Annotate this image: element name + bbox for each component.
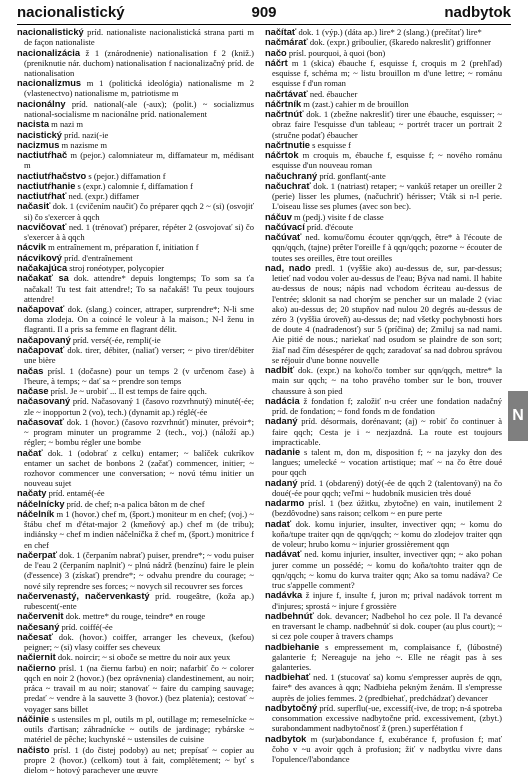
entry-headword: náčrtok bbox=[265, 150, 299, 161]
entry-definition: dok. devancer; Nadbehol ho cez pole. Il l'a devancé en traversant le champ. nadbehnúť si dok. couper (au plus court); ~ si cez pole couper à travers champs bbox=[272, 610, 502, 642]
entry-headword: náčuv bbox=[265, 211, 292, 222]
dictionary-entry bbox=[265, 672, 502, 703]
dictionary-entry bbox=[17, 448, 254, 489]
dictionary-entry bbox=[17, 335, 254, 345]
dictionary-entry bbox=[17, 345, 254, 365]
entry-definition: ž injure f, insulte f, juron m; prival nadávok torrent m d'injures; sprostá ~ injure f grossière bbox=[272, 590, 502, 611]
dictionary-entry bbox=[17, 201, 254, 221]
entry-headword: nad, nado bbox=[265, 262, 311, 273]
entry-definition: príd. gonflant(-ante bbox=[317, 170, 386, 181]
entry-headword: načasiť bbox=[17, 201, 51, 212]
page-number: 909 bbox=[251, 4, 277, 21]
dictionary-entry bbox=[17, 499, 254, 509]
entry-headword: načúvať bbox=[265, 232, 302, 243]
entry-headword: nacionalizácia bbox=[17, 47, 81, 58]
entry-definition: s empressement m, complaisance f, (lúbostné) galanterie f; Nereaguje na jeho ~. Elle ne réagit pas à ses galanteries. bbox=[272, 641, 502, 672]
entry-headword: náčelnícky bbox=[17, 498, 65, 509]
entry-definition: s ustensiles m pl, outils m pl, outillage m; remeselnícke ~ outils d'artisan; záhradnícke ~ outils de jardinage; rybárske ~ matériel de pêche; kuchynské ~ ustensiles de cuisine bbox=[24, 713, 254, 745]
entry-definition: príd. nazi(-ie bbox=[61, 129, 109, 140]
entry-headword: načakať sa bbox=[17, 273, 69, 284]
dictionary-entry bbox=[265, 519, 502, 550]
entry-definition: príd. superflu(-ue, excessif(-ive, de trop; n-á spotreba consommation excessive nadbytočne príd. excessivement, (zbyt.) surabondamment nadbytočnosť ž (pren.) superfétation f bbox=[272, 702, 502, 734]
entry-headword: načo bbox=[265, 47, 287, 58]
entry-definition: m (pedj.) visite f de classe bbox=[291, 211, 384, 222]
entry-definition: príd. d'écoute bbox=[304, 221, 354, 232]
entry-definition: predl. 1 (vyššie ako) au-dessus de, sur, par-dessus; letieť nad vodou voler au-dessus de l'eau; Býva nad nami. Il habite au-dessus de nous; nápis nad vchodom écriteau au-dessus de l'entrée; sklonit sa nad chorým se pencher sur un malade 2 (viac ako) au-dessus de; 20 stupňov nad nulou 20 degrés au-dessus de zéro 3 (vyššia úroveň) au-dessus de; nad všetky pochybnosti hors de doute 4 (nadradenosť) sur 5 (príčina) de; Zmiluj sa nad nami. Aie pitié de nous.; nariekať nad osudom se plaindre de son sort; žiaľ nad čím désespérer de qqch; zaradovať sa nad dobrou správou se réjouir d'une bonne nouvelle bbox=[272, 262, 502, 365]
entry-definition: m nazi m bbox=[49, 119, 83, 130]
dictionary-entry bbox=[265, 48, 502, 58]
entry-headword: načierno bbox=[17, 662, 56, 673]
entry-definition: m 1 (skica) ébauche f, esquisse f, croquis m 2 (prehľad) esquisse f, schéma m; ~ listu brouillon m d'une lettre; ~ románu esquisse f d'un roman bbox=[272, 57, 502, 89]
entry-definition: prísl. pourquoi, à quoi (bon) bbox=[286, 47, 386, 58]
entry-definition: dok. noircir; ~ si oboče se mettre du noir aux yeux bbox=[55, 652, 231, 663]
entry-definition: príd. versé(-ée, rempli(-ie bbox=[70, 334, 161, 345]
entry-headword: načapovať bbox=[17, 345, 65, 356]
dictionary-entry bbox=[17, 242, 254, 252]
dictionary-entry bbox=[17, 611, 254, 621]
entry-headword: načrtnúť bbox=[265, 109, 304, 120]
entry-definition: prísl. 1 (bez úžitku, zbytočne) en vain, inutilement 2 (bezdôvodne) sans raison; celkom ~ en pure perte bbox=[272, 498, 502, 519]
entry-headword: načesaný bbox=[17, 621, 60, 632]
entry-definition: príd. entamé(-ée bbox=[46, 488, 105, 499]
entry-definition: prísl. 1 (dočasne) pour un temps 2 (v určenom čase) à l'heure, à temps; ~ dať sa ~ prendre son temps bbox=[24, 365, 254, 386]
entry-headword: načervenit bbox=[17, 611, 64, 622]
entry-definition: dok. komu injurier, insulter, invectiver qqn; ~ komu do koňa/tupe traiter qqn de qqn/qqch; ~ komu do zlodejov traiter qqn de voleur; hrubo komu ~ injurier grossièrement qqn bbox=[272, 518, 502, 550]
dictionary-entry bbox=[17, 48, 254, 79]
dictionary-entry bbox=[265, 416, 502, 447]
entry-headword: nadbiehať bbox=[265, 672, 311, 683]
header-left-headword: nacionalistický bbox=[17, 4, 125, 21]
entry-headword: náčrtník bbox=[265, 98, 302, 109]
page-header bbox=[17, 4, 511, 25]
entry-headword: nactiutŕhačstvo bbox=[17, 170, 87, 181]
dictionary-entry bbox=[265, 222, 502, 232]
dictionary-entry bbox=[265, 703, 502, 734]
dictionary-entry bbox=[17, 130, 254, 140]
dictionary-entry bbox=[17, 386, 254, 396]
entry-headword: načesať bbox=[17, 631, 53, 642]
entry-definition: ned. komu injurier, insulter, invectiver qqn; ~ ako pohan jurer comme un possédé; ~ komu do koňa/tohto traiter qqn de qqn/qqch; ~ komu do kurva traiter qqn; Ako sa tomu nadáva? Ce truc s'appelle comment? bbox=[272, 549, 502, 591]
left-column bbox=[17, 27, 254, 775]
dictionary-entry bbox=[17, 171, 254, 181]
entry-definition: m (pejor.) calomniateur m, diffamateur m, médisant m bbox=[24, 150, 254, 171]
entry-definition: m 1 (politická ideológia) nationalisme m 2 (vlastenectvo) nationalisme m, patriotisme m bbox=[24, 78, 254, 99]
entry-headword: nactiutŕhať bbox=[17, 191, 67, 202]
dictionary-entry bbox=[265, 232, 502, 263]
dictionary-entry bbox=[17, 27, 254, 47]
entry-definition: ž 1 (znárodnenie) nationalisation f 2 (kniž.) (preniknutie nár. duchom) nationalisation f nacionalizačný príd. de nationalisation bbox=[24, 47, 254, 78]
entry-headword: načítať bbox=[265, 27, 297, 37]
entry-headword: nadbiehanie bbox=[265, 641, 320, 652]
entry-definition: s talent m, don m, disposition f; ~ na jazyky don des langues; umelecké ~ vocation artistique; mať ~ na čo être doué pour qqch bbox=[272, 447, 502, 478]
dictionary-entry bbox=[17, 417, 254, 448]
dictionary-entry bbox=[265, 181, 502, 212]
entry-definition: príd. de chef; n-a palica bâton m de chef bbox=[64, 498, 205, 509]
dictionary-entry bbox=[265, 37, 502, 47]
dictionary-entry bbox=[265, 478, 502, 498]
entry-definition: dok. 1 (hovor.) (časovo rozvrhnúť) minuter, prévoir*; ~ program minuter un programme 2 (tech., voj.) (náloží ap.) régler; ~ bombu régler une bombe bbox=[24, 416, 254, 448]
entry-definition: dok. (expr.) griboulier, (škaredo nakresliť) griffonner bbox=[307, 37, 491, 48]
entry-headword: nadbytok bbox=[265, 733, 307, 744]
dictionary-entry bbox=[17, 119, 254, 129]
entry-definition: príd. rougeâtre, (koža ap.) rubescent(-ente bbox=[24, 590, 254, 612]
entry-definition: ned. ébaucher bbox=[307, 88, 358, 99]
dictionary-entry bbox=[265, 263, 502, 365]
entry-definition: m (sur)abondance f, exubérance f, profusion f; mať čoho v ~u avoir qqch à profusion; žiť v nadbytku vivre dans l'opulence/l'abondance bbox=[272, 733, 502, 765]
dictionary-entry bbox=[17, 632, 254, 652]
right-column bbox=[265, 27, 502, 765]
dictionary-entry bbox=[265, 58, 502, 89]
dictionary-entry bbox=[17, 622, 254, 632]
dictionary-entry bbox=[17, 273, 254, 304]
entry-definition: príd. 1 (obdarený) dotý(-ée de qqch 2 (talentovaný) na čo doué(-ée pour qqch; veľmi ~ hudobník musicien très doué bbox=[272, 477, 502, 498]
entry-definition: dok. mettre* du rouge, teindre* en rouge bbox=[63, 611, 206, 622]
entry-definition: stroj ronéotyper, polycopier bbox=[67, 263, 165, 274]
dictionary-entry bbox=[265, 171, 502, 181]
entry-headword: nadávať bbox=[265, 549, 302, 560]
entry-headword: nacizmus bbox=[17, 139, 60, 150]
entry-definition: dok. 1 (cvičením naučiť) čo préparer qqch 2 ~ (si) (osvojiť si) čo s'exercer à qqch bbox=[24, 201, 254, 222]
entry-headword: nadať bbox=[265, 518, 292, 529]
entry-definition: ned. komu/čomu écouter qqn/qqch, être* à l'écoute de qqn/qqch, (tajne) prêter l'oreille f à qqn/qqch; pozorne ~ écouter de toutes ses oreilles, être tout oreilles bbox=[272, 232, 502, 263]
entry-definition: ned. 1 (trénovať) préparer, répéter 2 (osvojovať si) čo s'exercer à à qqch bbox=[24, 221, 254, 243]
entry-headword: nacionálny bbox=[17, 98, 66, 109]
entry-definition: dok. 1 (výp.) (dáta ap.) lire* 2 (slang.) (prečítať) lire* bbox=[296, 27, 482, 37]
entry-definition: dok. 1 (odobrať z celku) entamer; ~ balíček cukríkov entamer un sachet de bonbons 2 (začať) commencer, initier; ~ rozhovor commencer une conversation; ~ novú tému initier un nouveau sujet bbox=[24, 447, 254, 489]
dictionary-entry bbox=[17, 745, 254, 775]
entry-headword: nactiutŕhač bbox=[17, 150, 68, 161]
entry-definition: dok. (hovor.) coiffer, arranger les cheveux, (kefou) peigner; ~ (si) vlasy coiffer ses cheveux bbox=[24, 631, 254, 653]
entry-definition: dok. 1 (čerpaním nabrať) puiser, prendre*; ~ vodu puiser de l'eau 2 (čerpaním naplniť) ~ plnú nádrž (benzínu) faire le plein (d'essence) 3 (získať) prendre*; ~ odvahu prendre du courage; ~ nové sily reprendre ses forces; ~ novych sil recouvrer ses forces bbox=[24, 549, 254, 591]
entry-headword: načas bbox=[17, 365, 44, 376]
dictionary-entry bbox=[265, 549, 502, 590]
entry-definition: príd. national(-ale (-aux); (polit.) ~ socializmus national-socialisme m nacionálne príd. nationalement bbox=[24, 98, 254, 119]
entry-headword: nacistický bbox=[17, 129, 62, 140]
entry-definition: príd. Načasovaný 1 (časovo rozvrhnutý) minuté(-ée; zle ~ inopportun 2 (vo), tech.) (dynamit ap.) réglé(-ée bbox=[24, 396, 254, 417]
header-right-headword: nadbytok bbox=[444, 4, 511, 21]
entry-headword: nácvik bbox=[17, 242, 46, 253]
entry-definition: m (zast.) cahier m de brouillon bbox=[301, 98, 409, 109]
entry-headword: načrtávať bbox=[265, 88, 308, 99]
entry-headword: načúvací bbox=[265, 221, 305, 232]
dictionary-entry bbox=[265, 498, 502, 518]
entry-headword: nadaný bbox=[265, 477, 298, 488]
dictionary-entry bbox=[17, 652, 254, 662]
dictionary-entry bbox=[17, 396, 254, 416]
dictionary-entry bbox=[17, 191, 254, 201]
entry-headword: načasovaný bbox=[17, 396, 71, 407]
dictionary-entry bbox=[265, 447, 502, 478]
dictionary-entry bbox=[17, 222, 254, 242]
dictionary-entry bbox=[17, 263, 254, 273]
entry-definition: m 1 (hovor.) chef m, (šport.) moniteur m en chef; (voj.) ~ štábu chef m d'état-major 2 (kmeňový ap.) chef m (de tribu); indiánsky ~ chef m indien náčelníčka ž chef m, (šport.) monitrice f en chef bbox=[24, 509, 254, 550]
entry-headword: nacionalizmus bbox=[17, 78, 82, 89]
dictionary-entry bbox=[265, 140, 502, 150]
dictionary-entry bbox=[17, 663, 254, 714]
entry-headword: načmárať bbox=[265, 37, 308, 48]
entry-headword: načakajúca bbox=[17, 263, 68, 274]
entry-definition: m nazisme m bbox=[59, 139, 108, 150]
dictionary-entry bbox=[265, 150, 502, 170]
entry-definition: príd. nationaliste nacionalistická strana parti m de façon nationaliste bbox=[24, 27, 254, 48]
dictionary-entry bbox=[17, 591, 254, 611]
entry-definition: m entraînement m, préparation f, initiation f bbox=[45, 242, 199, 253]
entry-definition: prísl. Je ~ urobiť ... Il est temps de faire qqch. bbox=[48, 386, 207, 397]
entry-definition: ned. 1 (stucovať sa) komu s'empresser auprès de qqn, faire* des avances à qqn; Nadbieha pekným ženám. Il s'empresse auprès de jolies femmes. 2 (predbiehať, predchádzať) devancer bbox=[272, 672, 502, 703]
entry-definition: dok. (slang.) coincer, attraper, surprendre*; N-li sme doma zlodeja. On a coincé le voleur à la maison.; N-l ženu in flagranti. Il a pris sa femme en flagrant délit. bbox=[24, 304, 254, 335]
entry-headword: nacista bbox=[17, 119, 50, 130]
dictionary-entry bbox=[265, 396, 502, 416]
dictionary-entry bbox=[17, 714, 254, 745]
dictionary-entry bbox=[265, 109, 502, 140]
dictionary-entry bbox=[17, 550, 254, 591]
entry-definition: príd. d'entraînement bbox=[61, 252, 133, 263]
thumb-index-tab: N bbox=[508, 391, 528, 441]
entry-headword: nadaný bbox=[265, 416, 298, 427]
entry-headword: načisto bbox=[17, 744, 50, 755]
entry-headword: náčrt bbox=[265, 57, 288, 68]
dictionary-entry bbox=[17, 253, 254, 263]
dictionary-entry bbox=[265, 365, 502, 396]
entry-headword: náčinie bbox=[17, 713, 50, 724]
dictionary-entry bbox=[17, 150, 254, 170]
entry-headword: nadácia bbox=[265, 395, 300, 406]
dictionary-entry bbox=[17, 140, 254, 150]
dictionary-entry bbox=[265, 27, 502, 37]
entry-headword: načervenastý, načervenkastý bbox=[17, 590, 150, 601]
entry-headword: nacionalistický bbox=[17, 27, 84, 37]
dictionary-entry bbox=[17, 366, 254, 386]
entry-definition: dok. 1 (natriast) retaper; ~ vankúš retaper un oreiller 2 (perie) lisser les plumes, (načuchriť) hérisser; Vták si n-l perie. L'oiseau lisse ses plumes (avec son bec). bbox=[272, 180, 502, 212]
entry-headword: načase bbox=[17, 386, 49, 397]
dictionary-entry bbox=[17, 99, 254, 119]
dictionary-entry bbox=[17, 488, 254, 498]
entry-headword: načapovaný bbox=[17, 334, 71, 345]
entry-definition: m croquis m, ébauche f, esquisse f; ~ nového románu esquisse d'un nouveau roman bbox=[272, 150, 502, 171]
entry-headword: nácvikový bbox=[17, 252, 62, 263]
entry-definition: príd. coiffé(-ée bbox=[59, 621, 113, 632]
entry-definition: prísl. 1 (do čistej podoby) au net; prepísať ~ copier au propre 2 (hovor.) (celkom) tout à fait, complètement; ~ byť s dielom ~ hotový parachever une œuvre bbox=[24, 744, 254, 775]
dictionary-entry bbox=[17, 78, 254, 98]
entry-headword: načať bbox=[17, 447, 43, 458]
entry-headword: načiernit bbox=[17, 652, 56, 663]
entry-headword: nadávka bbox=[265, 590, 303, 601]
entry-definition: dok. attendre* depuis longtemps; To som sa ťa načakal! Tu test fait attendre!; To sa načakáš! Tu peux toujours attendre! bbox=[24, 273, 254, 304]
entry-headword: nacvičovať bbox=[17, 221, 67, 232]
entry-definition: dok. tirer, débiter, (naliať) verser; ~ pivo tirer/débiter une bière bbox=[24, 345, 254, 366]
entry-definition: s esquisse f bbox=[309, 139, 352, 150]
entry-headword: nadbiť bbox=[265, 365, 295, 376]
entry-definition: s (pejor.) diffamation f bbox=[86, 170, 166, 181]
dictionary-entry bbox=[265, 212, 502, 222]
entry-headword: načapovať bbox=[17, 304, 65, 315]
entry-definition: prísl. 1 (na čiernu farbu) en noir; nafarbiť čo ~ colorer qqch en noir 2 (hovor.) (bez oprávnenia) clandestinement, au noir; práca ~ travail m au noir; stanovať ~ faire du camping sauvage; predať ~ vendre à la sauvette 3 (hovor.) (bez platenia); cestovať ~ voyager sans billet bbox=[24, 662, 254, 714]
dictionary-entry bbox=[17, 304, 254, 335]
dictionary-entry bbox=[265, 642, 502, 673]
entry-definition: dok. 1 (zbežne nakresliť) tirer une ébauche, esquisser; ~ obraz faire l'esquisse d'un tableau; ~ portrét tracer un portrait 2 (stručne podať) ébaucher bbox=[272, 109, 502, 140]
entry-definition: ned. (expr.) diffamer bbox=[66, 191, 140, 202]
entry-definition: dok. (expr.) na koho/čo tomber sur qqn/qqch, mettre* la main sur qqch; ~ na toho pravého tomber sur le bon, trouver chaussure à son pied bbox=[272, 365, 502, 396]
entry-definition: s (expr.) calomnie f, diffamation f bbox=[75, 180, 193, 191]
dictionary-entry bbox=[265, 611, 502, 642]
entry-headword: nadbytočný bbox=[265, 702, 318, 713]
entry-headword: nactiutŕhanie bbox=[17, 180, 76, 191]
dictionary-entry bbox=[265, 99, 502, 109]
entry-headword: nadbehnúť bbox=[265, 610, 314, 621]
dictionary-entry bbox=[265, 89, 502, 99]
entry-headword: načuchraný bbox=[265, 170, 318, 181]
entry-headword: náčelník bbox=[17, 509, 55, 520]
dictionary-entry bbox=[17, 509, 254, 550]
entry-headword: nadarmo bbox=[265, 498, 305, 509]
entry-definition: príd. désormais, dorénavant; (aj) ~ robiť čo continuer à faire qqch; Cesta je i ~ nezjazdná. La route est toujours impracticable. bbox=[272, 416, 502, 447]
entry-headword: načasovať bbox=[17, 416, 64, 427]
dictionary-entry bbox=[17, 181, 254, 191]
entry-headword: načuchrať bbox=[265, 180, 311, 191]
entry-headword: nadanie bbox=[265, 447, 301, 458]
entry-headword: načerpať bbox=[17, 549, 58, 560]
entry-definition: ž fondation f; založiť n-u créer une fondation nadačný príd. de fondation; ~ fond fonds m de fondation bbox=[272, 395, 502, 417]
entry-headword: načaty bbox=[17, 488, 47, 499]
dictionary-entry bbox=[265, 734, 502, 765]
dictionary-entry bbox=[265, 590, 502, 610]
entry-headword: načrtnutie bbox=[265, 139, 310, 150]
